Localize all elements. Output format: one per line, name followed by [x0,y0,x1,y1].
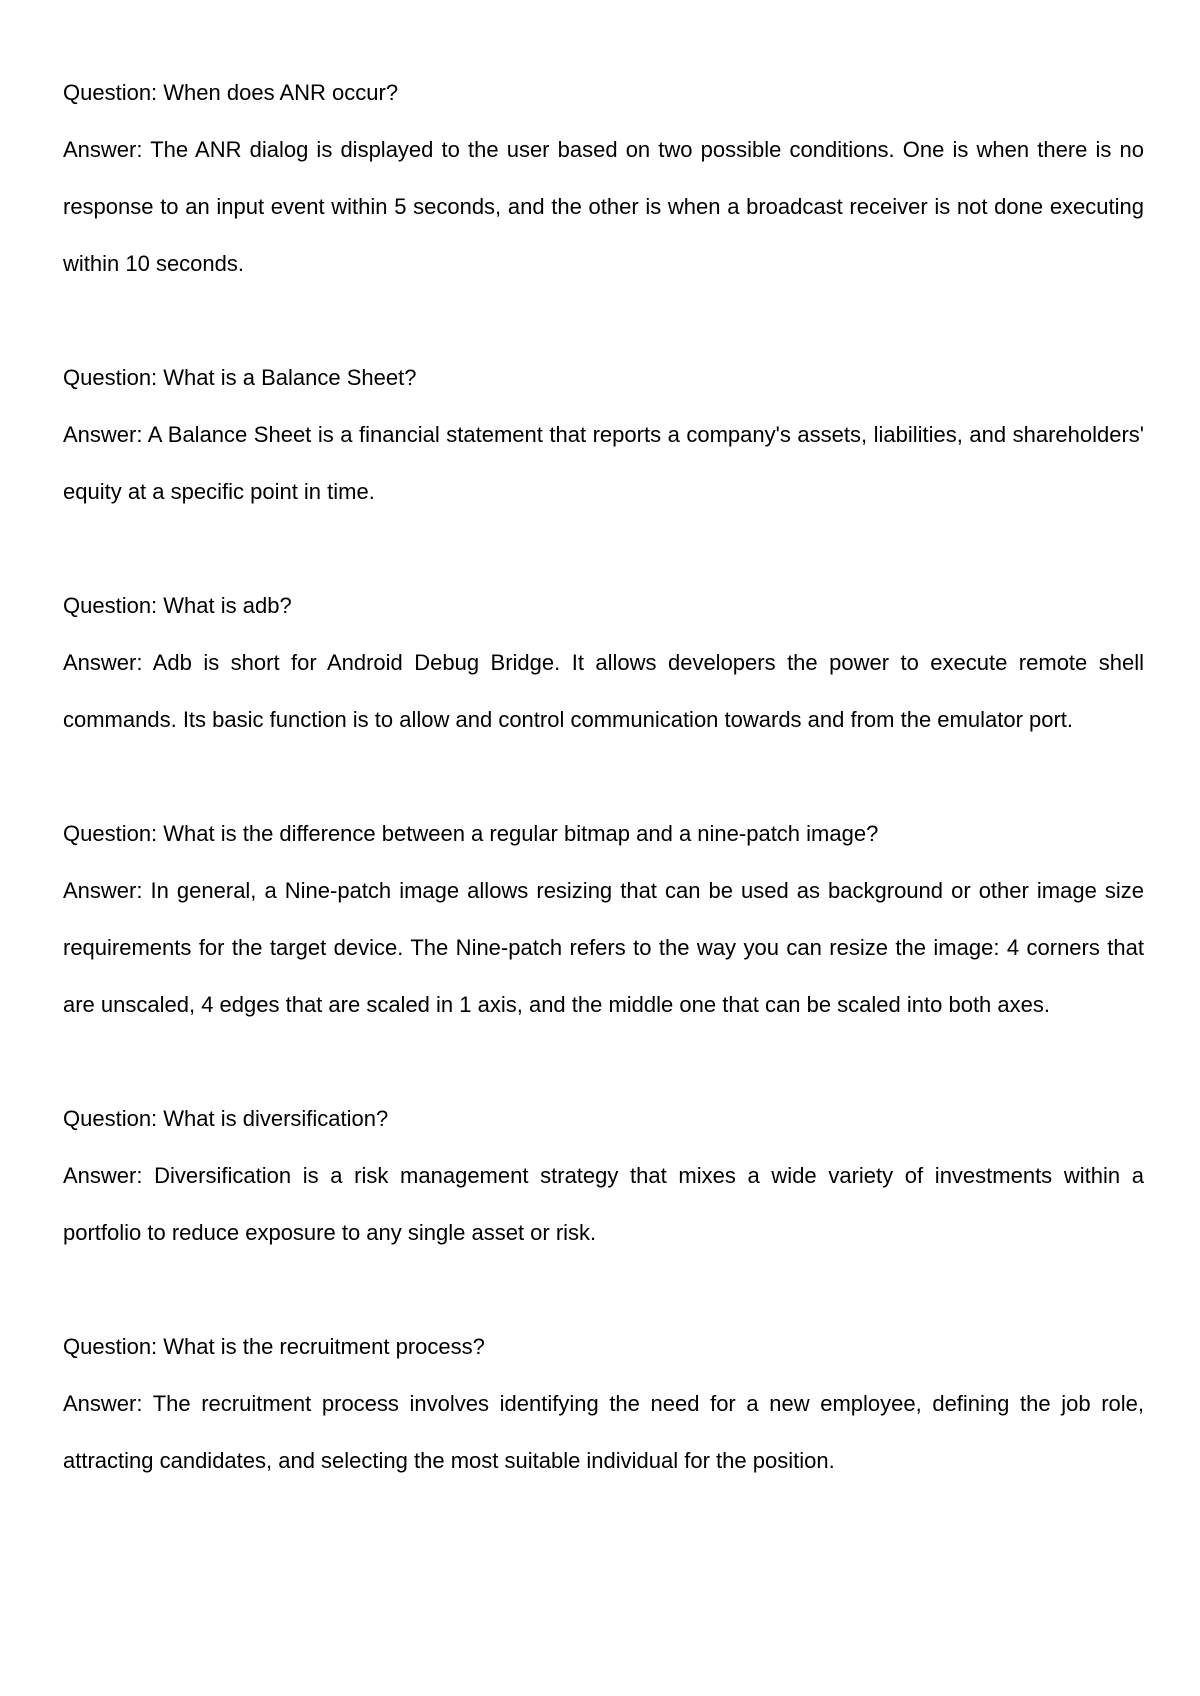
answer-text: Answer: The recruitment process involves identifying the need for a new employee, defining the job role, attracting candidates, and selecting the most suitable individual for the position. [63,1391,1144,1473]
qa-item-balance-sheet [63,349,1144,520]
question-text: Question: What is the difference between a regular bitmap and a nine-patch image? [63,821,879,846]
answer-text: Answer: A Balance Sheet is a financial statement that reports a company's assets, liabilities, and shareholders' equity at a specific point in time. [63,422,1144,504]
question-text: Question: What is a Balance Sheet? [63,365,417,390]
qa-item-recruitment [63,1318,1144,1489]
question-text: Question: What is adb? [63,593,292,618]
answer-text: Answer: The ANR dialog is displayed to the user based on two possible conditions. One is when there is no response to an input event within 5 seconds, and the other is when a broadcast receiver is not done executing within 10 seconds. [63,137,1144,276]
answer-text: Answer: In general, a Nine-patch image allows resizing that can be used as background or other image size requirements for the target device. The Nine-patch refers to the way you can resize the image: 4 corners that are unscaled, 4 edges that are scaled in 1 axis, and the middle one that can be scaled into both axes. [63,878,1144,1017]
qa-item-nine-patch [63,805,1144,1033]
question-text: Question: When does ANR occur? [63,80,399,105]
qa-item-anr [63,64,1144,292]
answer-text: Answer: Diversification is a risk management strategy that mixes a wide variety of investments within a portfolio to reduce exposure to any single asset or risk. [63,1163,1144,1245]
question-text: Question: What is the recruitment process? [63,1334,485,1359]
answer-text: Answer: Adb is short for Android Debug Bridge. It allows developers the power to execute remote shell commands. Its basic function is to allow and control communication towards and from the emulator port. [63,650,1144,732]
qa-item-adb [63,577,1144,748]
question-text: Question: What is diversification? [63,1106,389,1131]
qa-item-diversification [63,1090,1144,1261]
